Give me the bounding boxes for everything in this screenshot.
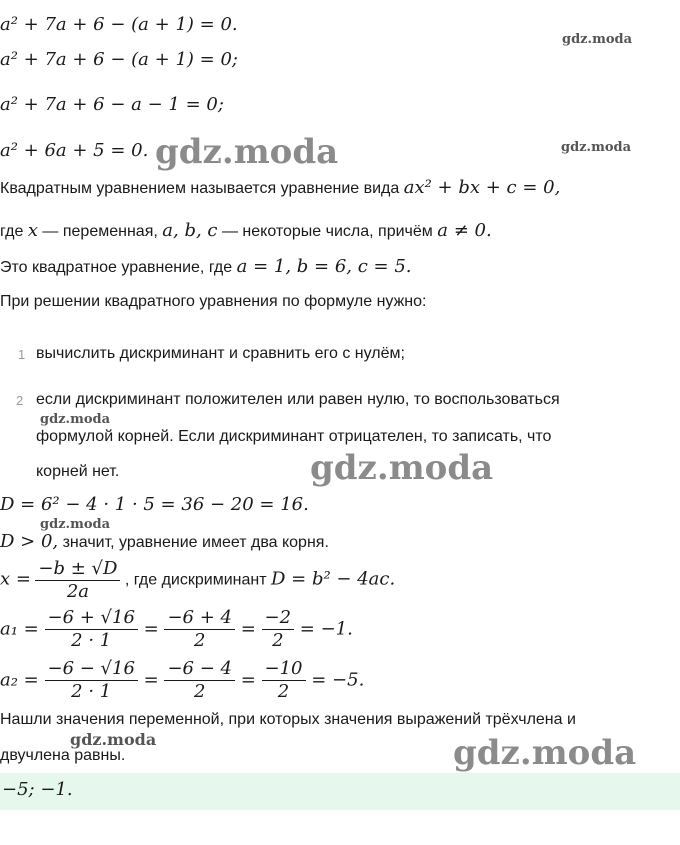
math-vars: a, b, c: [162, 220, 218, 241]
definition-formula: ax² + bx + c = 0,: [403, 177, 561, 198]
root-discriminant: D = b² − 4ac.: [271, 568, 396, 590]
step-text: вычислить дискриминант и сравнить его с нулём;: [36, 345, 405, 362]
fraction-denominator: 2 · 1: [71, 681, 112, 702]
fraction-denominator: 2: [194, 630, 206, 651]
a2-fraction-1: [45, 658, 138, 703]
fraction-denominator: 2: [277, 681, 290, 702]
fraction-numerator: −6 + √16: [45, 607, 138, 630]
definition-text: где: [0, 223, 24, 240]
definition-line-2: [0, 220, 492, 241]
a1-lhs: a₁ =: [0, 618, 39, 640]
math-condition: a ≠ 0.: [437, 220, 492, 241]
watermark: gdz.moda: [310, 448, 494, 488]
coefficients-values: a = 1, b = 6, c = 5.: [236, 256, 412, 277]
fraction-numerator: −10: [262, 658, 306, 681]
fraction-numerator: −2: [262, 607, 295, 630]
coefficients-line: [0, 256, 412, 277]
a2-fraction-3: [262, 658, 306, 703]
root-text: , где дискриминант: [124, 571, 267, 589]
step-number: 1: [18, 347, 26, 362]
math-var: x: [27, 220, 38, 241]
conclusion-line-2: двучлена равны.: [0, 747, 126, 764]
equation-line-3: a² + 7a + 6 − a − 1 = 0;: [0, 94, 224, 115]
equation-line-1: a² + 7a + 6 − (a + 1) = 0.: [0, 14, 238, 35]
watermark: gdz.moda: [562, 32, 633, 47]
root-a1: a₁ = $\frac{-6 + √16}{2 \cdot 1}$ = $\frac{-6 + 4}{2}$ = $\frac{-2}{2}$ = −1.: [0, 607, 353, 651]
a1-fraction-2: [164, 607, 235, 652]
fraction-numerator: −6 + 4: [164, 607, 235, 630]
watermark: gdz.moda: [561, 140, 632, 155]
answer-value: −5; −1.: [2, 779, 73, 800]
discriminant-inequality: D > 0,: [0, 531, 59, 552]
fraction-denominator: 2 · 1: [71, 630, 112, 651]
fraction-numerator: −6 − 4: [164, 658, 235, 681]
conclusion-line-1: Нашли значения переменной, при которых значения выражений трёхчлена и: [0, 711, 576, 728]
a1-result: = −1.: [299, 618, 353, 640]
answer-box: [0, 773, 680, 810]
a2-result: = −5.: [311, 669, 365, 691]
watermark: gdz.moda: [70, 730, 157, 749]
equation-line-4: a² + 6a + 5 = 0.: [0, 140, 149, 161]
root-a2: a₂ = $\frac{-6 - √16}{2 \cdot 1}$ = $\frac{-6 - 4}{2}$ = $\frac{-10}{2}$ = −5.: [0, 658, 365, 702]
definition-text: — некоторые числа, причём: [221, 223, 433, 240]
watermark: gdz.moda: [155, 132, 339, 172]
discriminant-calc: D = 6² − 4 · 1 · 5 = 36 − 20 = 16.: [0, 494, 309, 515]
fraction-numerator: −6 − √16: [45, 658, 138, 681]
definition-text: — переменная,: [42, 223, 158, 240]
step-text: если дискриминант положителен или равен нулю, то воспользоваться: [36, 391, 560, 408]
watermark: gdz.moda: [453, 733, 637, 773]
fraction-numerator: −b ± √D: [35, 558, 120, 581]
a1-fraction-1: [45, 607, 138, 652]
watermark: gdz.moda: [40, 412, 111, 427]
discriminant-text: значит, уравнение имеет два корня.: [62, 534, 329, 551]
steps-intro: При решении квадратного уравнения по формуле нужно:: [0, 293, 427, 310]
watermark: gdz.moda: [40, 517, 111, 532]
step-text: формулой корней. Если дискриминант отрицателен, то записать, что: [36, 428, 552, 445]
coefficients-text: Это квадратное уравнение, где: [0, 259, 233, 276]
root-formula: [0, 558, 395, 603]
definition-line-1: [0, 177, 560, 198]
discriminant-positive: [0, 531, 329, 552]
a2-fraction-2: [164, 658, 235, 703]
step-text: корней нет.: [36, 463, 120, 480]
step-number: 2: [16, 393, 24, 408]
fraction-denominator: 2a: [66, 581, 90, 602]
a1-fraction-3: [262, 607, 295, 652]
definition-text: Квадратным уравнением называется уравнение вида: [0, 180, 400, 197]
root-lhs: x =: [0, 568, 31, 590]
root-fraction: [35, 558, 120, 603]
a2-lhs: a₂ =: [0, 669, 39, 691]
fraction-denominator: 2: [194, 681, 206, 702]
equation-line-2: a² + 7a + 6 − (a + 1) = 0;: [0, 49, 238, 70]
fraction-denominator: 2: [272, 630, 284, 651]
